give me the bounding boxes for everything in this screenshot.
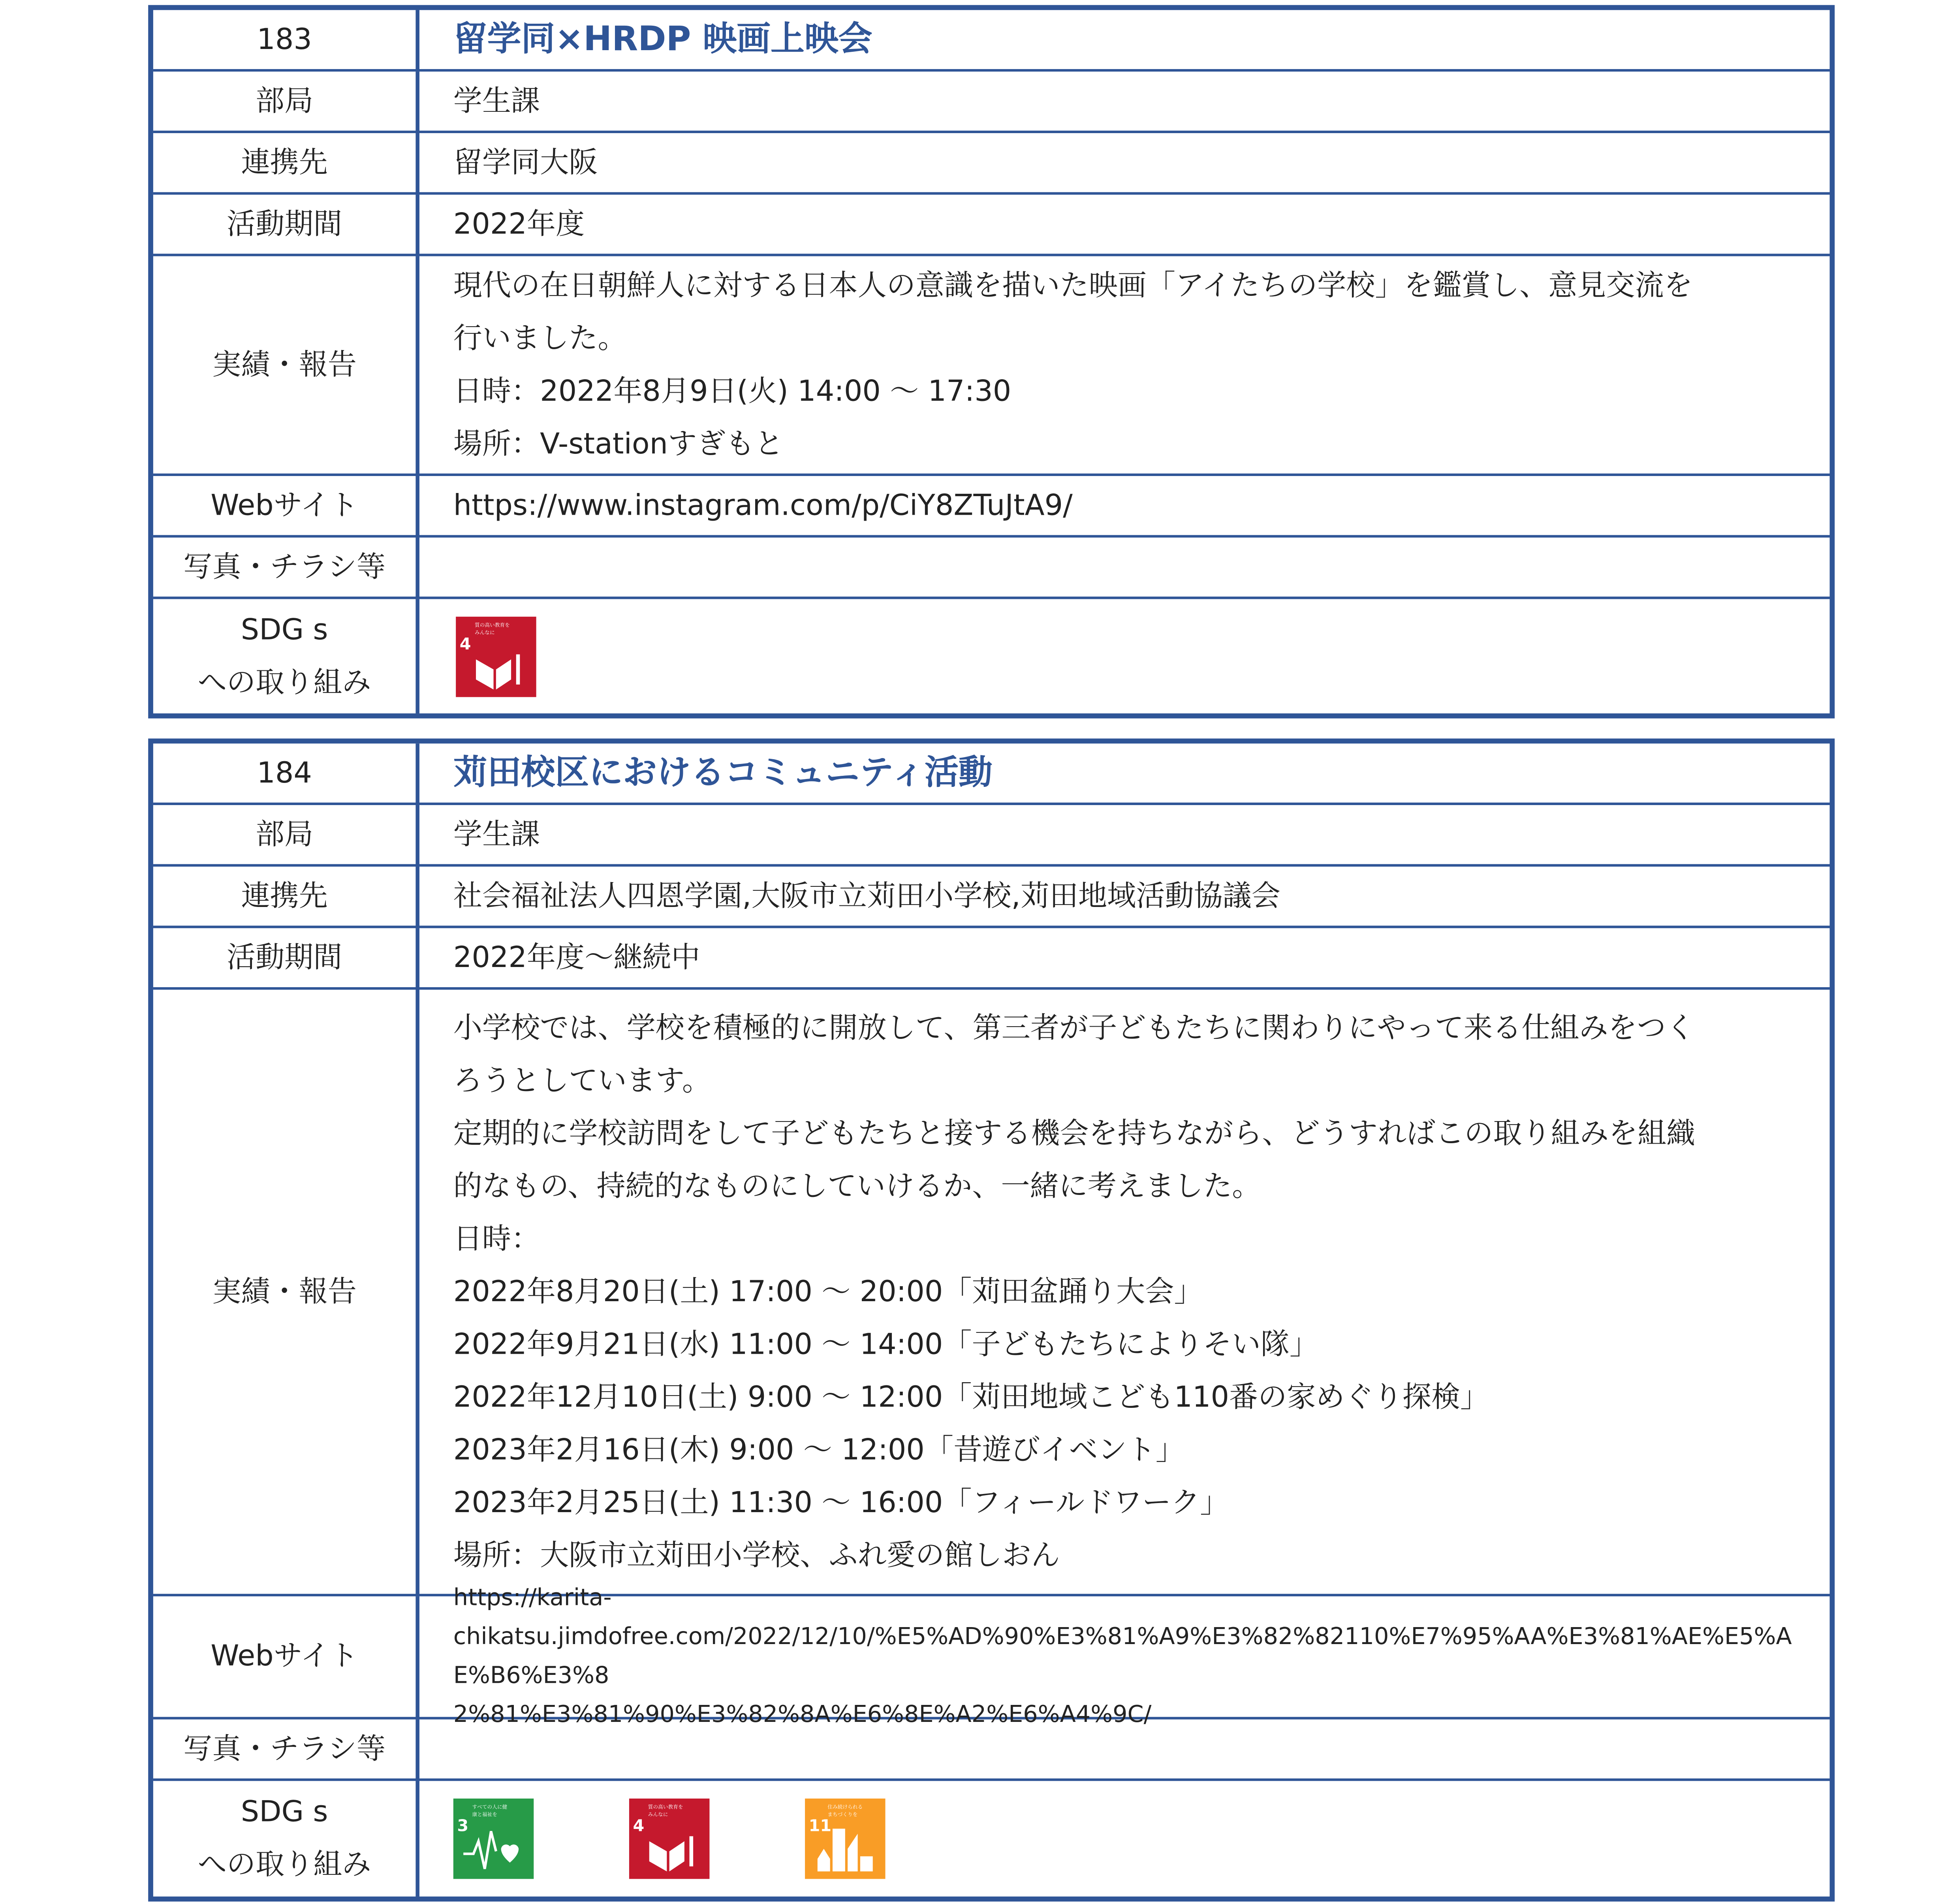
sdg11-cities-icon	[805, 1799, 885, 1879]
report-line: 場所：大阪市立苅田小学校、ふれ愛の館しおん	[453, 1539, 1060, 1572]
sdgs-label-line: SDG s	[241, 613, 328, 646]
sdg-number: 4	[459, 635, 471, 654]
label-sdgs	[153, 1781, 419, 1897]
url-line[interactable]: chikatsu.jimdofree.com/2022/12/10/%E5%AD%90%E3%81%A9%E3%82%82110%E7%95%AA%E3%81%AE%E5%AE%B6%E3%8	[453, 1624, 1792, 1690]
report-line: 日時：2022年8月9日(火) 14:00 ～ 17:30	[453, 375, 1011, 408]
sdg3-health-icon	[453, 1799, 534, 1879]
sdgs-icons	[419, 1781, 1830, 1897]
entry-title: 留学同×HRDP 映画上映会	[419, 10, 1830, 71]
sdg-text: すべての人に健康と福祉を	[472, 1803, 508, 1817]
label-sdgs	[153, 599, 419, 713]
sdg-number: 4	[633, 1817, 645, 1836]
label-dept: 部局	[153, 71, 419, 133]
sdg-text: 質の高い教育をみんなに	[474, 621, 510, 635]
report-line: ろうとしています。	[453, 1064, 711, 1097]
report-line: 場所：V-stationすぎもと	[453, 427, 784, 461]
partner-value: 留学同大阪	[419, 133, 1830, 195]
label-partner: 連携先	[153, 867, 419, 928]
label-web: Webサイト	[153, 476, 419, 538]
partner-value: 社会福祉法人四恩学園,大阪市立苅田小学校,苅田地域活動協議会	[419, 867, 1830, 928]
label-partner: 連携先	[153, 133, 419, 195]
report-line: 小学校では、学校を積極的に開放して、第三者が子どもたちに関わりにやって来る仕組みをつく	[453, 1012, 1695, 1044]
label-report: 実績・報告	[153, 990, 419, 1596]
report-line: 行いました。	[453, 322, 627, 355]
label-dept: 部局	[153, 805, 419, 867]
url-line[interactable]: https://karita-	[453, 1585, 612, 1612]
report-line: 的なもの、持続的なものにしていけるか、一緒に考えました。	[453, 1170, 1261, 1203]
report-line: 2023年2月16日(木) 9:00 ～ 12:00「昔遊びイベント」	[453, 1434, 1185, 1467]
period-value: 2022年度～継続中	[419, 928, 1830, 990]
entry-number: 184	[153, 743, 419, 805]
photo-value	[419, 538, 1830, 599]
sdgs-label-line: への取り組み	[197, 1849, 371, 1881]
activity-table-184	[148, 739, 1835, 1902]
label-web: Webサイト	[153, 1596, 419, 1720]
label-photo: 写真・チラシ等	[153, 538, 419, 599]
label-period: 活動期間	[153, 195, 419, 256]
web-link[interactable]	[419, 1585, 1830, 1728]
sdg4-education-icon	[456, 616, 536, 696]
label-report: 実績・報告	[153, 256, 419, 476]
report-value	[419, 256, 1830, 476]
sdg-number: 11	[808, 1817, 832, 1836]
dept-value: 学生課	[419, 805, 1830, 867]
report-value	[419, 990, 1830, 1596]
report-line: 定期的に学校訪問をして子どもたちと接する機会を持ちながら、どうすればこの取り組みを組織	[453, 1117, 1696, 1150]
photo-value	[419, 1720, 1830, 1781]
web-link[interactable]: https://www.instagram.com/p/CiY8ZTuJtA9/	[419, 476, 1830, 538]
sdg-text: 住み続けられるまちづくりを	[827, 1803, 863, 1817]
label-photo: 写真・チラシ等	[153, 1720, 419, 1781]
report-line: 2022年12月10日(土) 9:00 ～ 12:00「苅田地域こども110番の家めぐり探検」	[453, 1381, 1489, 1414]
activity-table-183	[148, 5, 1835, 719]
report-line: 2023年2月25日(土) 11:30 ～ 16:00「フィールドワーク」	[453, 1486, 1229, 1519]
url-line[interactable]: 2%81%E3%81%90%E3%82%8A%E6%8E%A2%E6%A4%9C/	[453, 1702, 1152, 1728]
report-line: 2022年9月21日(水) 11:00 ～ 14:00「子どもたちによりそい隊」	[453, 1328, 1319, 1361]
sdgs-label-line: SDG s	[241, 1796, 328, 1829]
report-line: 日時：	[453, 1223, 540, 1255]
dept-value: 学生課	[419, 71, 1830, 133]
sdg-number: 3	[457, 1817, 469, 1836]
report-line: 現代の在日朝鮮人に対する日本人の意識を描いた映画「アイたちの学校」を鑑賞し、意見交流を	[453, 269, 1693, 302]
sdg4-education-icon	[629, 1799, 709, 1879]
entry-number: 183	[153, 10, 419, 71]
entry-title: 苅田校区におけるコミュニティ活動	[419, 743, 1830, 805]
sdgs-icons	[419, 599, 1830, 713]
sdg-text: 質の高い教育をみんなに	[648, 1803, 683, 1817]
label-period: 活動期間	[153, 928, 419, 990]
report-line: 2022年8月20日(土) 17:00 ～ 20:00「苅田盆踊り大会」	[453, 1275, 1203, 1308]
period-value: 2022年度	[419, 195, 1830, 256]
sdgs-label-line: への取り組み	[197, 666, 371, 699]
